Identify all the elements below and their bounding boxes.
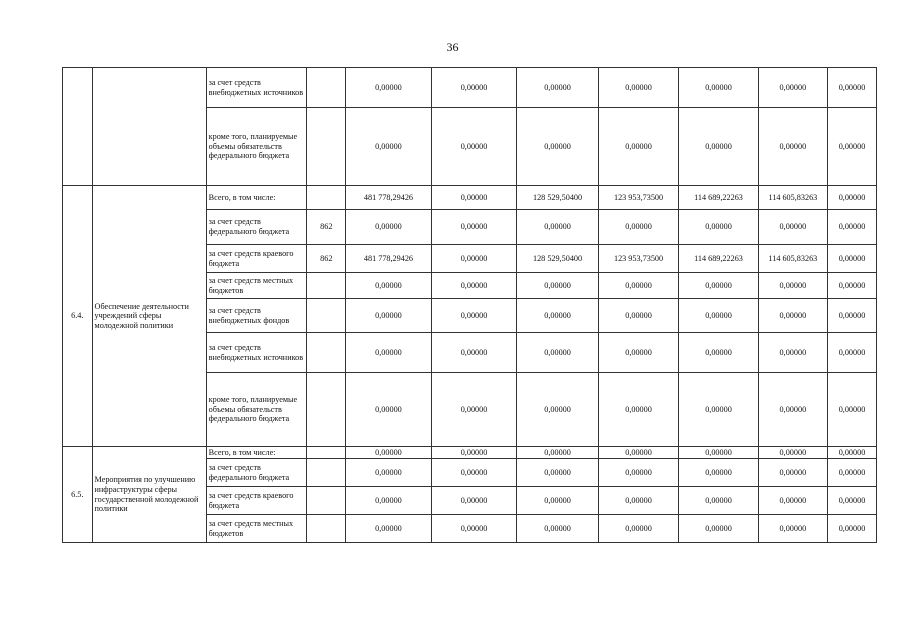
amount-cell: 0,00000	[346, 515, 432, 543]
budget-code-cell: 862	[307, 245, 346, 273]
item-number-cell: 6.4.	[63, 186, 93, 447]
funding-source-cell: Всего, в том числе:	[206, 186, 307, 210]
amount-cell: 0,00000	[827, 373, 876, 447]
amount-cell: 0,00000	[758, 210, 827, 245]
amount-cell: 0,00000	[431, 108, 517, 186]
amount-cell: 0,00000	[431, 373, 517, 447]
budget-code-cell	[307, 459, 346, 487]
amount-cell: 0,00000	[758, 68, 827, 108]
amount-cell: 0,00000	[598, 333, 678, 373]
amount-cell: 0,00000	[827, 447, 876, 459]
amount-cell: 0,00000	[758, 515, 827, 543]
amount-cell: 0,00000	[827, 273, 876, 299]
amount-cell: 481 778,29426	[346, 245, 432, 273]
amount-cell: 0,00000	[598, 273, 678, 299]
amount-cell: 0,00000	[758, 299, 827, 333]
amount-cell: 0,00000	[517, 515, 599, 543]
amount-cell: 0,00000	[346, 333, 432, 373]
amount-cell: 0,00000	[679, 373, 758, 447]
amount-cell: 0,00000	[431, 186, 517, 210]
amount-cell: 0,00000	[827, 487, 876, 515]
amount-cell: 0,00000	[346, 373, 432, 447]
table-row	[63, 186, 877, 210]
amount-cell: 0,00000	[431, 459, 517, 487]
amount-cell: 0,00000	[679, 487, 758, 515]
amount-cell: 0,00000	[679, 515, 758, 543]
item-title-cell: Обеспечение деятельности учреждений сферы молодежной политики	[92, 186, 206, 447]
amount-cell: 0,00000	[679, 459, 758, 487]
amount-cell: 0,00000	[827, 515, 876, 543]
amount-cell: 0,00000	[758, 273, 827, 299]
amount-cell: 0,00000	[431, 487, 517, 515]
amount-cell: 0,00000	[758, 373, 827, 447]
item-number-cell: 6.5.	[63, 447, 93, 543]
page-number: 36	[446, 40, 459, 54]
amount-cell: 0,00000	[679, 299, 758, 333]
amount-cell: 0,00000	[346, 273, 432, 299]
funding-source-cell: Всего, в том числе:	[206, 447, 307, 459]
amount-cell: 0,00000	[679, 447, 758, 459]
amount-cell: 0,00000	[517, 108, 599, 186]
amount-cell: 0,00000	[517, 447, 599, 459]
amount-cell: 0,00000	[679, 108, 758, 186]
budget-table	[62, 67, 877, 543]
amount-cell: 0,00000	[346, 108, 432, 186]
budget-code-cell	[307, 299, 346, 333]
amount-cell: 0,00000	[598, 108, 678, 186]
amount-cell: 0,00000	[346, 299, 432, 333]
amount-cell: 0,00000	[346, 68, 432, 108]
amount-cell: 0,00000	[346, 487, 432, 515]
budget-code-cell	[307, 373, 346, 447]
funding-source-cell: за счет средств федерального бюджета	[206, 210, 307, 245]
amount-cell: 0,00000	[431, 273, 517, 299]
amount-cell: 0,00000	[346, 447, 432, 459]
budget-code-cell: 862	[307, 210, 346, 245]
amount-cell: 0,00000	[827, 210, 876, 245]
funding-source-cell: за счет средств внебюджетных источников	[206, 68, 307, 108]
amount-cell: 0,00000	[517, 299, 599, 333]
amount-cell: 0,00000	[346, 459, 432, 487]
amount-cell: 0,00000	[598, 459, 678, 487]
budget-code-cell	[307, 186, 346, 210]
amount-cell: 0,00000	[598, 210, 678, 245]
amount-cell: 0,00000	[431, 515, 517, 543]
amount-cell: 0,00000	[827, 299, 876, 333]
amount-cell: 0,00000	[431, 245, 517, 273]
amount-cell: 0,00000	[431, 333, 517, 373]
funding-source-cell: за счет средств местных бюджетов	[206, 515, 307, 543]
amount-cell: 0,00000	[758, 108, 827, 186]
funding-source-cell: за счет средств местных бюджетов	[206, 273, 307, 299]
funding-source-cell: за счет средств краевого бюджета	[206, 487, 307, 515]
funding-source-cell: за счет средств внебюджетных фондов	[206, 299, 307, 333]
amount-cell: 0,00000	[827, 245, 876, 273]
budget-code-cell	[307, 487, 346, 515]
amount-cell: 0,00000	[827, 68, 876, 108]
item-title-cell: Мероприятия по улучшению инфраструктуры сферы государственной молодежной политики	[92, 447, 206, 543]
amount-cell: 0,00000	[679, 210, 758, 245]
amount-cell: 128 529,50400	[517, 186, 599, 210]
amount-cell: 0,00000	[598, 447, 678, 459]
budget-code-cell	[307, 273, 346, 299]
amount-cell: 0,00000	[679, 333, 758, 373]
amount-cell: 0,00000	[517, 210, 599, 245]
table-row	[63, 447, 877, 459]
amount-cell: 0,00000	[827, 459, 876, 487]
amount-cell: 0,00000	[517, 333, 599, 373]
amount-cell: 123 953,73500	[598, 186, 678, 210]
amount-cell: 0,00000	[598, 373, 678, 447]
amount-cell: 0,00000	[827, 108, 876, 186]
funding-source-cell: кроме того, планируемые объемы обязательств федерального бюджета	[206, 373, 307, 447]
amount-cell: 0,00000	[679, 273, 758, 299]
funding-source-cell: за счет средств краевого бюджета	[206, 245, 307, 273]
amount-cell: 123 953,73500	[598, 245, 678, 273]
budget-code-cell	[307, 68, 346, 108]
item-title-cell	[92, 68, 206, 186]
item-number-cell	[63, 68, 93, 186]
budget-table-body	[63, 68, 877, 543]
amount-cell: 0,00000	[758, 487, 827, 515]
amount-cell: 0,00000	[598, 68, 678, 108]
amount-cell: 0,00000	[598, 515, 678, 543]
amount-cell: 114 605,83263	[758, 245, 827, 273]
budget-code-cell	[307, 447, 346, 459]
amount-cell: 0,00000	[598, 487, 678, 515]
budget-code-cell	[307, 108, 346, 186]
amount-cell: 0,00000	[758, 333, 827, 373]
amount-cell: 0,00000	[517, 373, 599, 447]
amount-cell: 0,00000	[431, 68, 517, 108]
amount-cell: 0,00000	[758, 447, 827, 459]
funding-source-cell: за счет средств внебюджетных источников	[206, 333, 307, 373]
amount-cell: 0,00000	[827, 186, 876, 210]
amount-cell: 128 529,50400	[517, 245, 599, 273]
amount-cell: 0,00000	[827, 333, 876, 373]
amount-cell: 114 689,22263	[679, 186, 758, 210]
budget-code-cell	[307, 515, 346, 543]
amount-cell: 0,00000	[517, 487, 599, 515]
amount-cell: 114 605,83263	[758, 186, 827, 210]
amount-cell: 114 689,22263	[679, 245, 758, 273]
table-row	[63, 68, 877, 108]
amount-cell: 0,00000	[517, 459, 599, 487]
amount-cell: 0,00000	[679, 68, 758, 108]
amount-cell: 0,00000	[598, 299, 678, 333]
amount-cell: 0,00000	[517, 273, 599, 299]
amount-cell: 0,00000	[758, 459, 827, 487]
funding-source-cell: кроме того, планируемые объемы обязательств федерального бюджета	[206, 108, 307, 186]
amount-cell: 0,00000	[517, 68, 599, 108]
amount-cell: 0,00000	[431, 447, 517, 459]
amount-cell: 0,00000	[431, 210, 517, 245]
amount-cell: 0,00000	[431, 299, 517, 333]
amount-cell: 0,00000	[346, 210, 432, 245]
funding-source-cell: за счет средств федерального бюджета	[206, 459, 307, 487]
budget-code-cell	[307, 333, 346, 373]
amount-cell: 481 778,29426	[346, 186, 432, 210]
